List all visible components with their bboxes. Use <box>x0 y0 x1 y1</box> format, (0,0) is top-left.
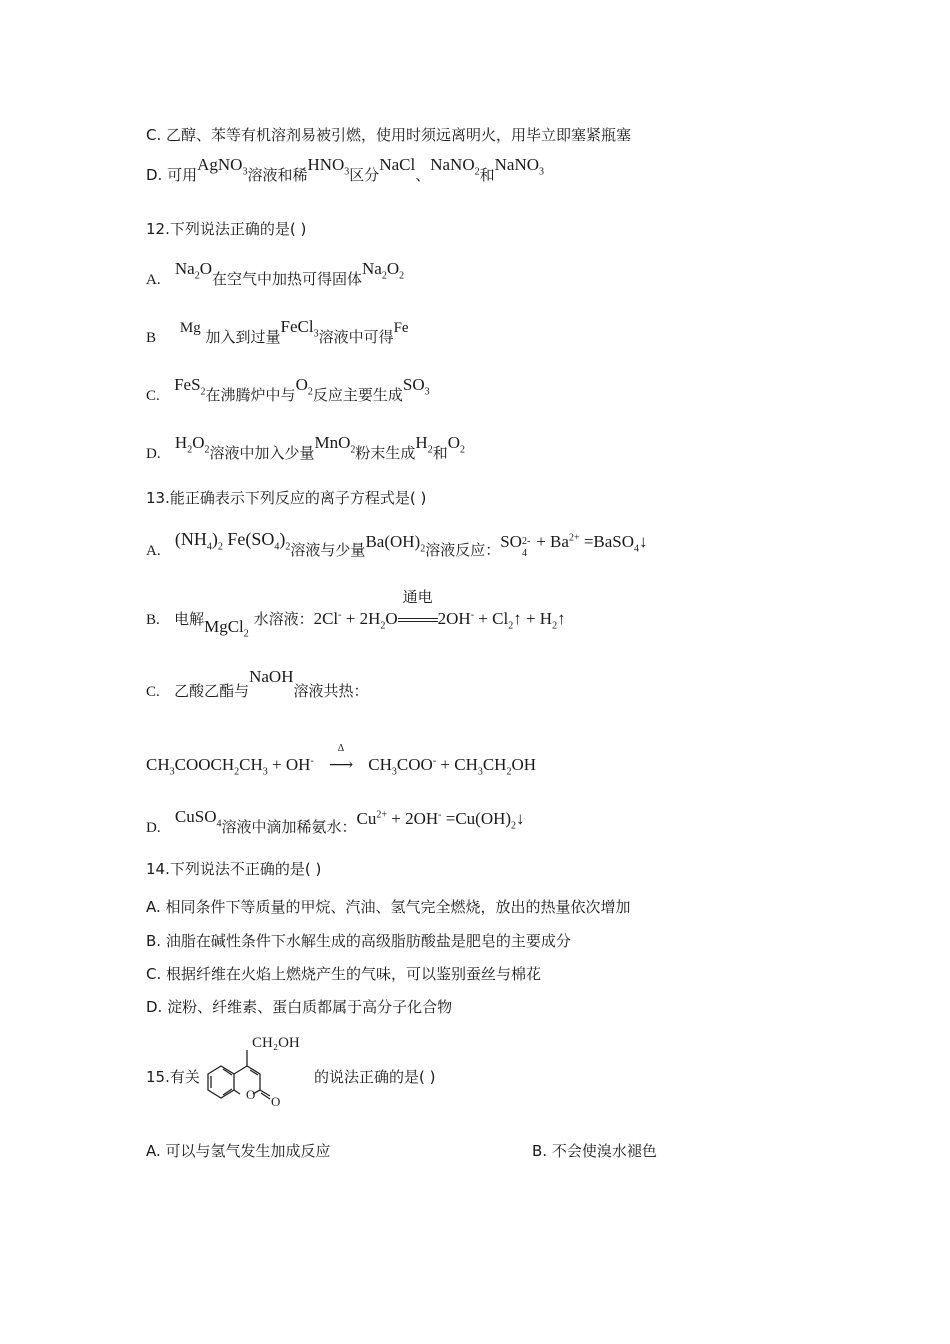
formula-na2o: $Na_2O$ <box>174 259 213 282</box>
q11-option-c: C. 乙醇、苯等有机溶剂易被引燃，使用时须远离明火，用毕立即塞紧瓶塞 <box>146 126 632 144</box>
equation-q13-d: $Cu^{2+} + 2OH^-$ $=Cu(OH)_2↓$ <box>356 809 525 832</box>
equation-q13-c: $CH_3COOCH_2CH_3 + OH^-$ Δ ⟶ $CH_3COO^- + CH_3CH_2OH$ <box>146 743 537 778</box>
q13-option-a <box>146 529 648 563</box>
q14-stem: 14.下列说法不正确的是( ) <box>146 860 322 878</box>
q14-option-c: C. 根据纤维在火焰上燃烧产生的气味，可以鉴别蚕丝与棉花 <box>146 965 542 983</box>
formula-mg: Mg <box>179 320 201 336</box>
q12-option-d <box>146 433 465 465</box>
q12-b-text1: 加入到过量 <box>205 328 281 346</box>
formula-cuso4: CuSO$_4$ <box>174 807 222 830</box>
q12-stem: 12.下列说法正确的是( ) <box>146 220 307 238</box>
formula-o2-d: $O_2$ <box>447 433 465 456</box>
formula-nano2: NaNO$_2$ <box>430 155 480 178</box>
formula-nacl: NaCl <box>379 155 416 174</box>
carbonyl-oxygen-label: O <box>271 1094 281 1109</box>
coumarin-structure <box>200 1034 315 1124</box>
q13-d-text1: 溶液中滴加稀氨水： <box>221 818 357 836</box>
heating-arrow: Δ ⟶ <box>328 743 354 774</box>
q13-b-text1: 电解 <box>174 610 205 628</box>
q13-c-text2: 溶液共热： <box>293 682 369 700</box>
formula-mgcl2: MgCl$_2$ <box>204 617 249 640</box>
q14-option-d: D. 淀粉、纤维素、蛋白质都属于高分子化合物 <box>146 998 453 1016</box>
equation-q13-a: SO 2- 4 + $Ba^{2+}$ =BaSO$_4$↓ <box>500 532 648 559</box>
q15-option-b: B. 不会使溴水褪色 <box>532 1142 657 1160</box>
q13-stem: 13.能正确表示下列反应的离子方程式是( ) <box>146 489 427 507</box>
q11-d-text1: 溶液和稀 <box>247 166 308 184</box>
formula-naoh: NaOH <box>249 667 294 686</box>
formula-fes2: FeS$_2$ <box>174 375 206 398</box>
formula-nano3: NaNO$_3$ <box>494 155 545 178</box>
q13-b-label: B. <box>146 612 160 628</box>
q11-d-text3: 、 <box>415 166 431 184</box>
q14-option-a: A. 相同条件下等质量的甲烷、汽油、氢气完全燃烧，放出的热量依次增加 <box>146 898 631 916</box>
q12-d-text3: 和 <box>432 444 448 462</box>
q13-b-text2: 水溶液： <box>253 610 314 628</box>
q12-b-text2: 溶液中可得 <box>318 328 394 346</box>
ch2oh-label: CH₂OH <box>252 1035 300 1051</box>
formula-fecl3: FeCl$_3$ <box>280 317 319 340</box>
q12-option-a <box>146 259 405 291</box>
equation-q13-b: $2Cl^- + 2H_2O$ 通电 $2OH^- + Cl_2↑$ + $H_2↑$ <box>313 588 566 632</box>
q13-c-text1: 乙酸乙酯与 <box>174 682 250 700</box>
q13-d-label: D. <box>146 820 161 836</box>
q15-stem-suffix: 的说法正确的是( ) <box>314 1068 436 1086</box>
benzene-ring <box>208 1066 234 1098</box>
q11-option-d <box>146 155 545 187</box>
q11-d-text4: 和 <box>479 166 495 184</box>
q13-option-c <box>146 667 369 700</box>
q13-a-text2: 溶液反应： <box>425 541 501 559</box>
q12-d-label: D. <box>146 446 161 462</box>
formula-fe: Fe <box>393 320 409 336</box>
q12-c-text2: 反应主要生成 <box>312 386 403 404</box>
q13-a-label: A. <box>146 543 161 559</box>
ring-oxygen-label: O <box>246 1087 256 1102</box>
formula-o2: $O_2$ <box>295 375 313 398</box>
formula-so3: $SO_3$ <box>402 375 430 398</box>
formula-na2o2: $Na_2O_2$ <box>362 259 405 282</box>
formula-h2: $H_2$ <box>415 433 433 456</box>
q13-c-label: C. <box>146 684 160 700</box>
q13-a-text1: 溶液与少量 <box>290 541 366 559</box>
formula-mno2: MnO$_2$ <box>314 433 356 456</box>
q12-c-label: C. <box>146 388 160 404</box>
formula-nh4-2-fe-so4-2: $(NH_4)_2$ $Fe(SO_4)_2$ <box>174 529 291 553</box>
q11-d-text2: 区分 <box>349 166 380 184</box>
q14-option-b: B. 油脂在碱性条件下水解生成的高级脂肪酸盐是肥皂的主要成分 <box>146 932 571 950</box>
q15-option-a: A. 可以与氢气发生加成反应 <box>146 1142 331 1160</box>
q12-a-text1: 在空气中加热可得固体 <box>212 270 363 288</box>
q12-d-text1: 溶液中加入少量 <box>209 444 315 462</box>
formula-agno3: AgNO$_3$ <box>197 155 248 178</box>
electrolysis-condition: 通电 <box>398 610 438 627</box>
q12-a-label: A. <box>146 272 161 288</box>
formula-hno3: $HNO_3$ <box>307 155 350 178</box>
q13-option-b <box>146 588 566 640</box>
q12-d-text2: 粉末生成 <box>355 444 416 462</box>
q12-option-b <box>146 317 409 349</box>
q11-d-prefix: D. 可用 <box>146 166 198 184</box>
q15-stem-prefix: 15.有关 <box>146 1068 200 1086</box>
formula-h2o2: $H_2O_2$ <box>174 433 210 456</box>
q12-c-text1: 在沸腾炉中与 <box>205 386 296 404</box>
q12-option-c <box>146 375 430 407</box>
q13-option-d <box>146 807 525 839</box>
formula-baoh2: $Ba(OH)_2$ <box>365 532 426 555</box>
q12-b-label: B <box>146 330 157 346</box>
